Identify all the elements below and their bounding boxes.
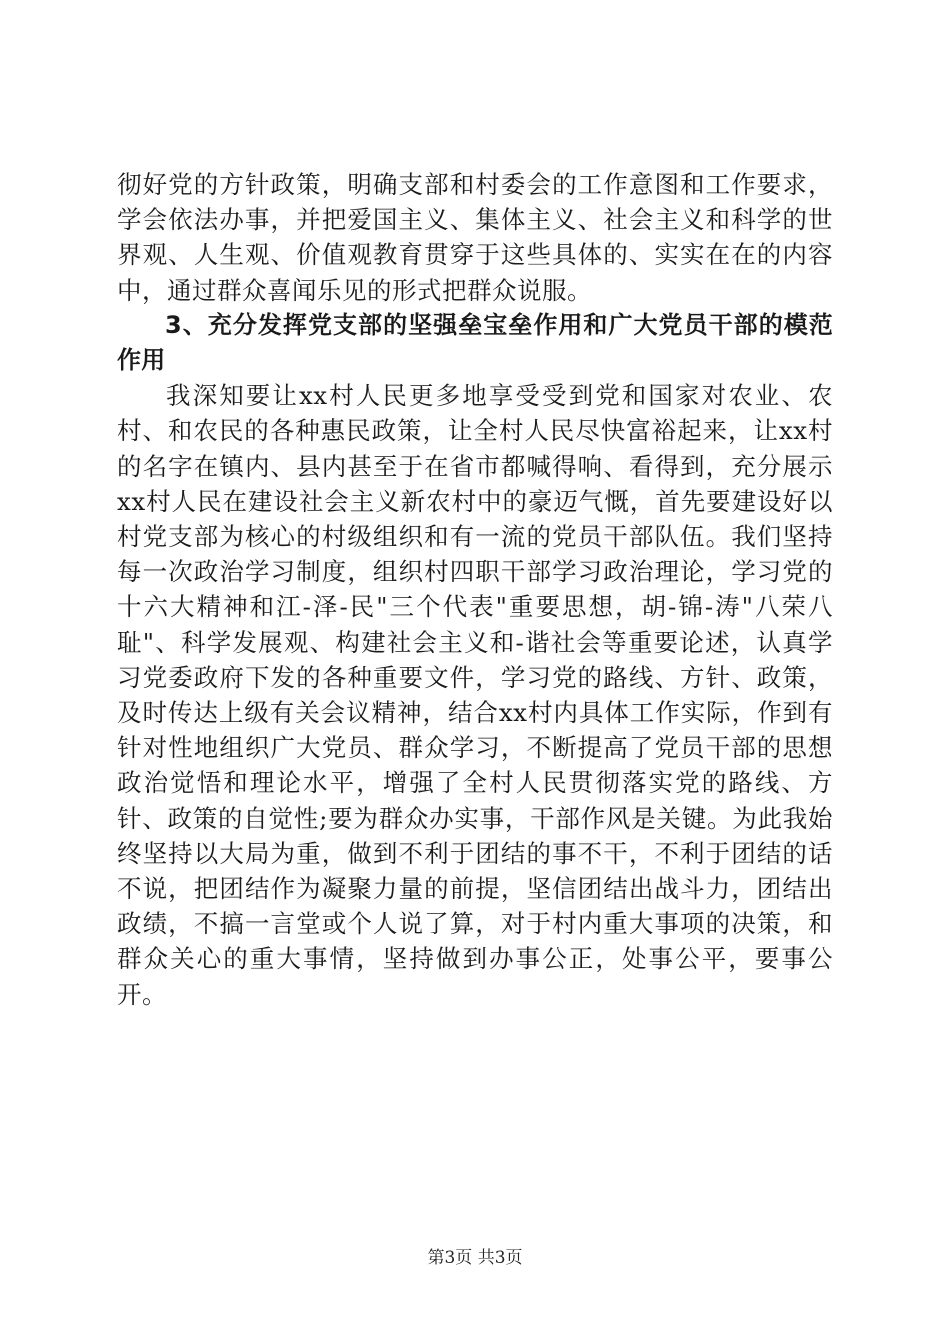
paragraph-continuation: 彻好党的方针政策，明确支部和村委会的工作意图和工作要求，学会依法办事，并把爱国主义、集体主义、社会主义和科学的世界观、人生观、价值观教育贯穿于这些具体的、实实在在的内容中，通过群众喜闻乐见的形式把群众说服。 — [117, 170, 833, 305]
paragraph-body: 我深知要让xx村人民更多地享受受到党和国家对农业、农村、和农民的各种惠民政策，让全村人民尽快富裕起来，让xx村的名字在镇内、县内甚至于在省市都喊得响、看得到，充分展示xx村人民在建设社会主义新农村中的豪迈气慨，首先要建设好以村党支部为核心的村级组织和有一流的党员干部队伍。我们坚持每一次政治学习制度，组织村四职干部学习政治理论，学习党的十六大精神和江-泽-民"三个代表"重要思想，胡-锦-涛"八荣八耻"、科学发展观、构建社会主义和-谐社会等重要论述，认真学习党委政府下发的各种重要文件，学习党的路线、方针、政策，及时传达上级有关会议精神，结合xx村内具体工作实际，作到有针对性地组织广大党员、群众学习，不断提高了党员干部的思想政治觉悟和理论水平，增强了全村人民贯彻落实党的路线、方针、政策的自觉性;要为群众办实事，干部作风是关键。为此我始终坚持以大局为重，做到不利于团结的事不干，不利于团结的话不说，把团结作为凝聚力量的前提，坚信团结出战斗力，团结出政绩，不搞一言堂或个人说了算，对于村内重大事项的决策，和群众关心的重大事情，坚持做到办事公正，处事公平，要事公开。 — [117, 381, 833, 1009]
section-heading: 3、充分发挥党支部的坚强垒宝垒作用和广大党员干部的模范作用 — [117, 310, 833, 375]
document-body — [117, 167, 833, 1012]
page-footer-label: 第3页 共3页 — [427, 1248, 523, 1268]
